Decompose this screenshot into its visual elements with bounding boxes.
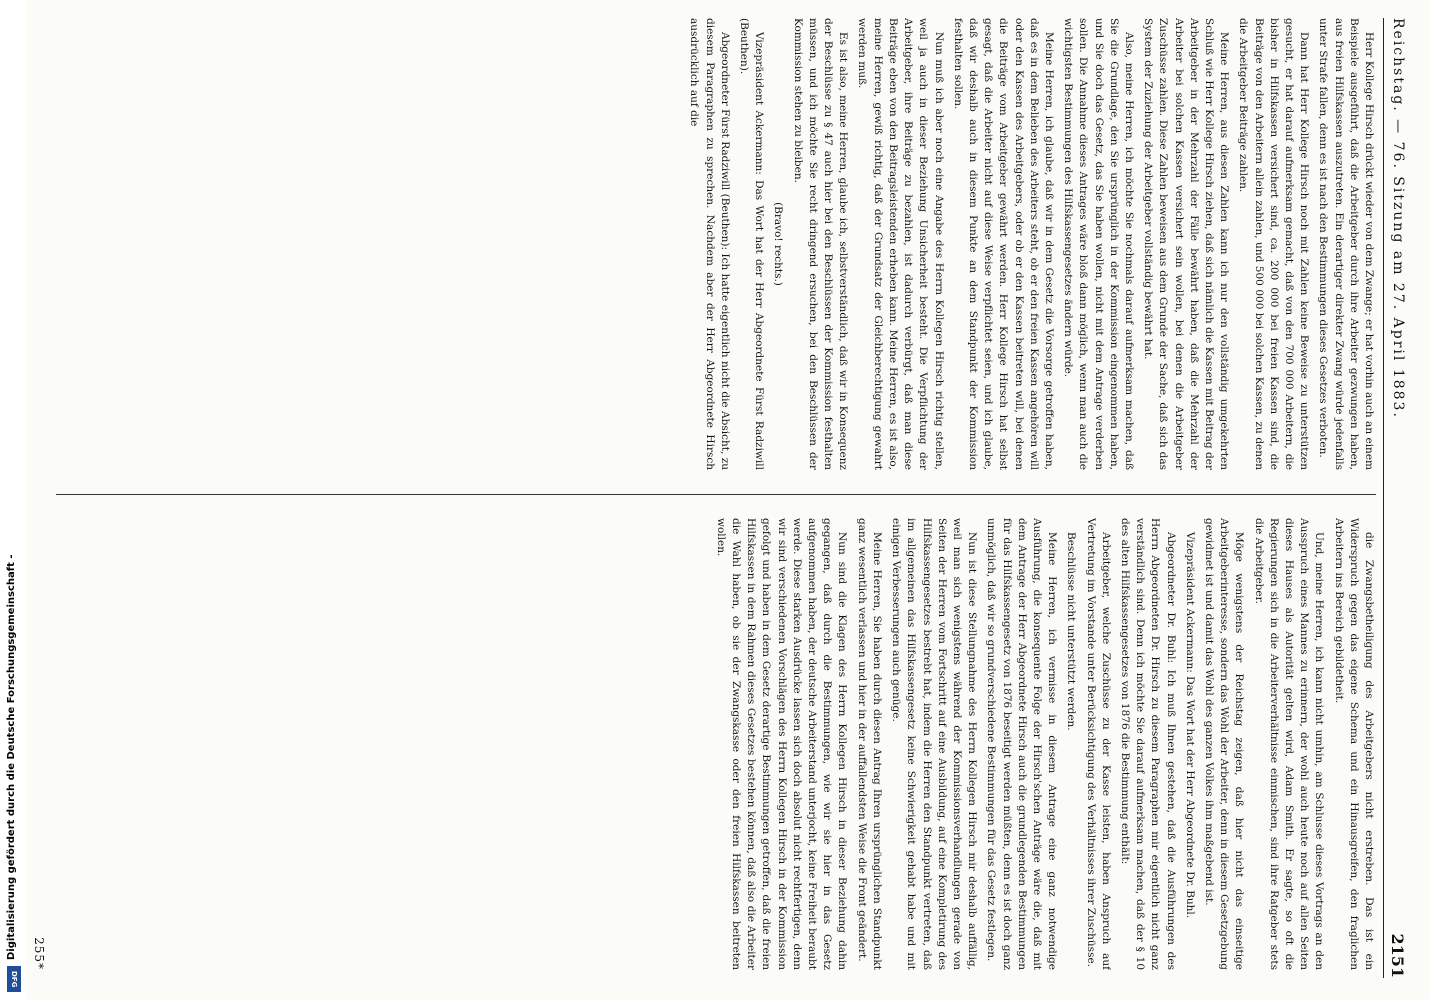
quotation: Arbeitgeber, welche Zuschüsse zu der Kasse leisten, haben Anspruch auf Vertretung im Vorstande unter Berücksichtigung des Verhältnisses ihrer Zuschüsse. [1084,518,1112,970]
speaker-paragraph: Vizepräsident Ackermann: Das Wort hat der Herr Abgeordnete Fürst Radziwill (Beuthen). [738,18,766,470]
speaker-paragraph: Abgeordneter Fürst Radziwill (Beuthen): Ich hatte eigentlich nicht die Absicht, zu diesem Paragraphen zu sprechen. Nachdem aber der Herr Abgeordnete Hirsch ausdrücklich auf die [688,18,731,470]
funding-note: Digitalisierung gefördert durch die Deutsche Forschungsgemeinschaft - [6,554,17,960]
paragraph: Meine Herren, Sie haben durch diesen Antrag Ihren ursprünglichen Standpunkt ganz wesentlich verlassen und hier in der auffallendsten Weise die Front geändert. [855,518,883,970]
paragraph: Und, meine Herren, ich kann nicht umhin, am Schlusse dieses Vortrags an den Ausspruch eines Mannes zu erinnern, der wohl auch heute noch auf allen Seiten dieses Hauses als Autorität gelten wird, Adam Smith. Er sagte, so oft die Regierungen sich in die Arbeiterverhältnisse einmischen, sind ihre Ratgeber stets die Arbeitgeber. [1252,518,1326,970]
paragraph: Meine Herren, ich glaube, daß wir in dem Gesetz die Vorsorge getroffen haben, daß es in dem Belieben des Arbeiters steht, ob er den freien Kassen angehören will oder den Kassen des Arbeitgebers, oder ob er den Kassen beitreten will, bei denen die Beiträge vom Arbeitgeber gewährt werden. Herr Kollege Hirsch hat selbst gesagt, daß die Arbeiter nicht auf diese Weise verpflichtet seien, und ich glaube, daß wir deshalb auch in diesem Punkte an dem Standpunkt der Kommission festhalten sollen. [951,18,1055,470]
paragraph: Herr Kollege Hirsch drückt wieder von dem Zwange; er hat vorhin auch an einem Beispiele ausgeführt, daß die Arbeitgeber durch ihre Arbeiter gezwungen haben, aus freien Hilfskassen auszutreten. Ein derartiger direkter Zwang würde jedenfalls unter Strafe fallen, denn es ist nach den Bestimmungen dieses Gesetzes verboten. [1317,18,1375,470]
signature-mark: 255* [32,937,46,970]
paragraph: Also, meine Herren, ich möchte Sie nochmals darauf aufmerksam machen, daß Sie die Grundlage, den Sie ursprünglich in der Kommission eingenommen haben, und Sie doch das Gesetz, das Sie haben wollen, nicht mit dem Antrage verderben sollen. Die Annahme dieses Antrages wäre bloß dann möglich, wenn man auch die wichtigsten Bestimmungen des Hilfskassengesetzes ändern würde. [1062,18,1135,470]
applause-note: (Bravo! rechts.) [772,202,785,286]
paragraph: Meine Herren, aus diesen Zahlen kann ich nur den vollständig umgekehrten Schluß wie Herr Kollege Hirsch ziehen, daß sich nämlich die Kassen mit Beitrag der Arbeitgeber in der Mehrzahl der Fälle bewährt haben, daß die Mehrzahl der Arbeiter bei solchen Kassen versichert sein wollen, bei denen die Arbeitgeber Zuschüsse zahlen. Diese Zahlen beweisen aus dem Grunde der Sache, daß sich das System der Zuziehung der Arbeitgeber vollständig bewährt hat. [1142,18,1231,470]
paragraph: die Zwangsbetheiligung des Arbeitgebers nicht erstreben. Das ist ein Widerspruch gegen das eigene Schema und ein Hinausgreifen, den fraglichen Arbeitern ins Bereich gebildetheit. [1332,518,1375,970]
paragraph: Es ist also, meine Herren, glaube ich, selbstverständlich, daß wir in Konsequenz der Beschlüsse zu § 47 auch hier bei den Beschlüssen der Kommission festhalten müssen, und ich möchte Sie recht dringend ersuchen, bei den Beschlüssen der Kommission stehen zu bleiben. [791,18,850,470]
paragraph: Nun muß ich aber noch eine Angabe des Herrn Kollegen Hirsch richtig stellen, weil ja auch in dieser Beziehung Unsicherheit besteht. Die Verpflichtung der Arbeitgeber, ihre Beiträge zu bezahlen, ist dadurch verbürgt, daß man diese Beiträge eben von den Beitragsleistenden erheben kann. Meine Herren, es ist also, meine Herren, gewiß richtig, daß der Grundsatz der Gleichberechtigung gewahrt werden muß. [856,18,945,470]
text-columns [56,18,1376,978]
column-divider [56,494,1376,495]
paragraph: Meine Herren, ich vermisse in diesem Antrage eine ganz notwendige Ausführung, die konsequente Folge der Hirsch'schen Anträge wäre die, daß mit dem Antrage der Herr Abgeordnete Hirsch auch die grundlegenden Bestimmungen für das Hilfskassengesetz von 1876 beseitigt werden müßten, denn es ist doch ganz unmöglich, daß wir so grundverschiedene Bestimmungen für das Gesetz festlegen. [985,518,1059,970]
paragraph: Nun ist diese Stellungnahme des Herrn Kollegen Hirsch mir deshalb auffällig, weil man sich wenigstens während der Kommissionsverhandlungen gerade von Seiten der Herren vom Fortschritt auf eine Ausbildung, auf eine Kompletirung des Hilfskassengesetzes bestrebt hat, indem die Herren den Standpunkt vertreten, daß im allgemeinen das Hilfskassengesetz keine Schwierigkeit gehabt habe und mit einigen Verbesserungen auch genüge. [890,518,979,970]
paragraph: Nun sind die Klagen des Herrn Kollegen Hirsch in dieser Beziehung dahin gegangen, daß durch die Bestimmungen, wie wir sie hier in das Gesetz aufgenommen haben, der deutsche Arbeiterstand unterjocht, keine Freiheit beraubt werde. Diese starken Ausdrücke lassen sich doch absolut nicht rechtfertigen, denn wir sind verschiedenen Vorschlägen des Herrn Kollegen Hirsch in der Kommission gefolgt und haben in dem Gesetz derartige Bestimmungen getroffen, daß die freien Hilfskassen in dem Rahmen dieses Gesetzes bestehen können, daß also die Arbeiter die Wahl haben, ob sie der Zwangskasse oder den freien Hilfskassen beitreten wollen. [714,518,849,970]
scanned-page [2,0,1430,1000]
page-header [1383,18,1412,978]
speaker-paragraph: Vizepräsident Ackermann: Das Wort hat der Herr Abgeordnete Dr. Buhl. [1183,532,1196,919]
rotated-page-content [32,18,1412,978]
paragraph: Möge wenigstens der Reichstag zeigen, daß hier nicht das einseitige Arbeitgeberinteresse, sondern das Wohl der Arbeiter, denn in diesem Gesetzgebung gewidmet ist und damit das Wohl des ganzen Volkes ihm maßgebend ist. [1202,518,1246,970]
page-number: 2151 [1388,933,1408,978]
dfg-logo: DFG [7,966,21,992]
column-right [56,518,1376,970]
paragraph: Dann hat Herr Kollege Hirsch noch mit Zahlen keine Beweise zu unterstützen gesucht, er hat darauf aufmerksam gemacht, daß von den 700 000 Arbeitern, die bisher in Hilfskassen versichert sind, ca. 200 000 bei freien Kassen sind, die Beiträge von den Arbeitern allein zahlen, und 500 000 bei solchen Kassen, zu denen die Arbeitgeber Beiträge zahlen. [1237,18,1311,470]
footer-strip [2,0,26,1000]
speaker-paragraph: Abgeordneter Dr. Buhl: Ich muß Ihnen gestehen, daß die Ausführungen des Herrn Abgeordneten Dr. Hirsch zu diesem Paragraphen mir eigentlich nicht ganz verständlich sind. Denn ich möchte Sie darauf aufmerksam machen, daß der § 10 des alten Hilfskassengesetzes von 1876 die Bestimmung enthält: [1118,518,1177,970]
column-left [56,18,1376,470]
quotation: Beschlüsse nicht unterstützt werden. [1065,532,1078,731]
running-title: Reichstag. — 76. Sitzung am 27. April 1883. [1390,18,1406,419]
